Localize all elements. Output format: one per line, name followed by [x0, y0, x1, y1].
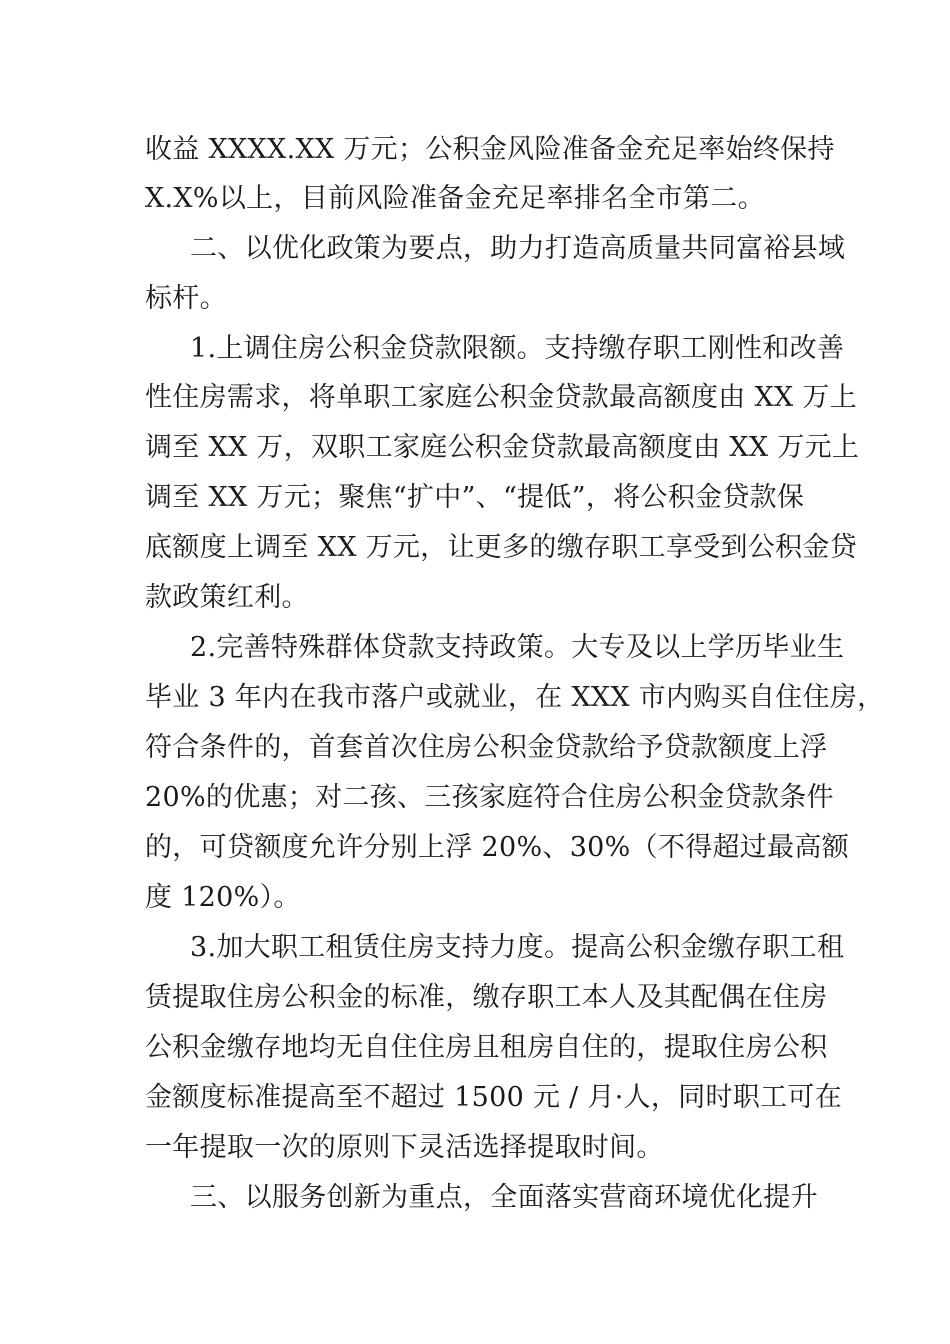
text-line: 1.上调住房公积金贷款限额。支持缴存职工刚性和改善: [190, 333, 845, 364]
section-heading: 标杆。: [145, 283, 227, 314]
text-line: 赁提取住房公积金的标准，缴存职工本人及其配偶在住房: [145, 982, 828, 1013]
text-line: 毕业 3 年内在我市落户或就业，在 XXX 市内购买自住住房，: [145, 682, 885, 713]
text-line: 3.加大职工租赁住房支持力度。提高公积金缴存职工租: [190, 932, 845, 963]
section-heading: 二、以优化政策为要点，助力打造高质量共同富裕县域: [190, 233, 846, 264]
text-line: 调至 XX 万，双职工家庭公积金贷款最高额度由 XX 万元上: [145, 432, 860, 463]
text-line: 符合条件的，首套首次住房公积金贷款给予贷款额度上浮: [145, 732, 828, 763]
text-line: 性住房需求，将单职工家庭公积金贷款最高额度由 XX 万上: [145, 382, 858, 413]
text-line: 款政策红利。: [145, 582, 309, 613]
section-heading: 三、以服务创新为重点，全面落实营商环境优化提升: [190, 1182, 818, 1213]
text-line: 2.完善特殊群体贷款支持政策。大专及以上学历毕业生: [190, 632, 845, 663]
text-line: 金额度标准提高至不超过 1500 元 / 月·人，同时职工可在: [145, 1082, 843, 1113]
text-line: 公积金缴存地均无自住住房且租房自住的，提取住房公积: [145, 1032, 828, 1063]
text-line: 的，可贷额度允许分别上浮 20%、30%（不得超过最高额: [145, 832, 850, 863]
text-line: 20%的优惠；对二孩、三孩家庭符合住房公积金贷款条件: [145, 782, 834, 813]
text-line: 底额度上调至 XX 万元，让更多的缴存职工享受到公积金贷: [145, 532, 858, 563]
text-line: 调至 XX 万元；聚焦“扩中”、“提低”，将公积金贷款保: [145, 482, 805, 513]
text-line: 收益 XXXX.XX 万元；公积金风险准备金充足率始终保持: [145, 134, 835, 165]
text-line: 度 120%）。: [145, 882, 301, 913]
text-line: X.X%以上，目前风险准备金充足率排名全市第二。: [145, 183, 765, 214]
text-line: 一年提取一次的原则下灵活选择提取时间。: [145, 1132, 664, 1163]
